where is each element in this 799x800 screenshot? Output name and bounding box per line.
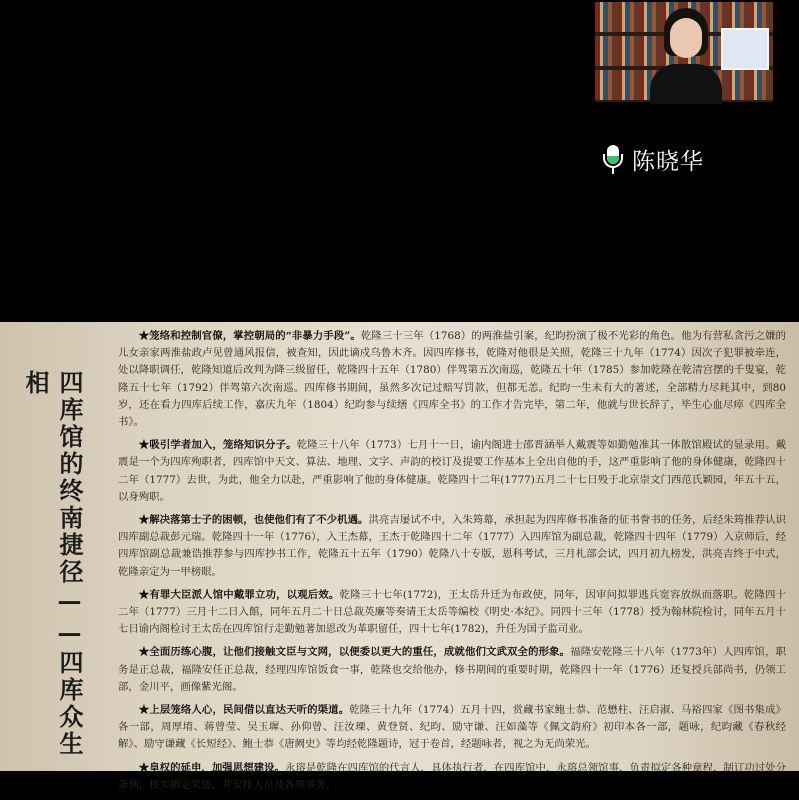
- slide-body: [118, 328, 786, 800]
- paragraph-lead: ★有罪大臣派人馆中戴罪立功，以观后效。: [138, 588, 340, 601]
- shared-slide: [0, 322, 799, 791]
- paragraph-lead: ★皇权的延申，加强思想建设。: [138, 761, 285, 774]
- microphone-icon[interactable]: [602, 145, 624, 175]
- paragraph-lead: ★吸引学者加入，笼络知识分子。: [138, 439, 297, 452]
- slide-paragraph: [118, 437, 786, 506]
- paragraph-text: 乾隆三十八年（1773）七月十一日，谕内阁进士邵晋涵举人戴震等如勤勉准其一体散馆殿试的显录用。戴震是一个为四库殉职者，四库馆中天文、算法、地理、文字、声韵的校订及提要工作基本上全出自他的手，这严重影响了他的身体健康，乾隆四十二年（1777）去世，为此，他全力以赴，严重影响了他的身体健康。乾隆四十二年(1777)五月二十七日殁于北京崇文门西范氏颖园，年五十五，以身殉职。: [118, 439, 786, 503]
- window-background: [721, 28, 769, 70]
- paragraph-lead: ★解决落第士子的困顿，也使他们有了不少机遇。: [138, 514, 369, 527]
- paragraph-text: 乾隆三十七年(1772)，王太岳升迁为布政使，同年，因审问拟罪逃兵宽容放纵而落职。乾隆四十二年（1777）三月十二日入館，同年五月二十日总裁英廉等奏请王太岳等编校《明史·本纪》。同四十三年（1778）授为翰林院检讨，同年五月十七日谕内阁检讨王太岳在四库馆行走勤勉著加恩改为革职留任，四十七年(1782)，升任为国子监司业。: [118, 588, 787, 636]
- participant-video-tile[interactable]: [595, 2, 773, 102]
- paragraph-lead: ★笼络和控制官僚，掌控朝局的“非暴力手段”。: [138, 330, 361, 342]
- paragraph-text: 乾隆三十九年（1774）五月十四，赏藏书家鲍士恭、范懋柱、汪启淑、马裕四家《图书集成》各一部，周厚堉、蒋曾莹、吴玉墀、孙仰曾、汪汝瑮、黄登贤、纪昀、励守谦、汪如藻等《佩文韵府》初印本各一部，题咏，纪昀藏《春秋经解》、励守谦藏《长短经》、鲍士恭《唐阙史》等均经乾隆题诗，冠于卷首，经题咏者，视之为无尚荣光。: [118, 704, 786, 751]
- speaker-name: 陈晓华: [632, 149, 704, 175]
- presenter-video-image: [650, 8, 722, 102]
- slide-paragraph: [118, 760, 786, 794]
- paragraph-text: 福隆安乾隆三十八年（1773年）人四库馆，职务是正总裁，福隆安任正总裁，经理四库馆饭食一事，乾隆也交给他办，修书期间的重要时期，乾隆四十一年（1776）还复授兵部尚书，仍领工部，金川平，画像紫光阁。: [118, 646, 786, 693]
- paragraph-lead: ★全面历练心腹，让他们接触文臣与文网，以便委以更大的重任，成就他们文武双全的形象。: [138, 646, 571, 659]
- slide-paragraph: [118, 644, 786, 696]
- active-speaker-indicator: [602, 143, 704, 176]
- slide-title: 四库馆的终南捷径——四库众生相: [21, 370, 84, 758]
- slide-paragraph: [118, 702, 786, 754]
- paragraph-lead: ★上层笼络人心，民间借以直达天听的渠道。: [138, 704, 350, 717]
- paragraph-text: 乾隆三十三年（1768）的两淮盐引案，纪昀扮演了极不光彩的角色。他为有营私贪污之嫌的儿女亲家两淮盐政卢见曾通风报信，被查知，因此谪戍乌鲁木齐。因四库修书，乾隆对他很是关照，乾隆三十九年（1774）因次子犯罪被牵连，处以降职调任，乾隆知道后改判为降三级留任，乾隆四十五年（1780）伴驾第五次南巡，乾隆五十年（1785）参加乾隆在乾清宫摆的千叟宴，乾隆五十七年（1792）伴驾第六次南巡。四库修书期间，虽然多次记过赔写罚款，但都无恙。纪昀一生未有大的著述，全部精力尽耗其中，到80岁，还在看力四库后续工作，嘉庆九年（1804）纪昀参与续缮《四库全书》的工作才告完毕，第二年，他就与世长辞了，毕生心血尽瘁《四库全书》。: [118, 330, 786, 429]
- slide-paragraph: [118, 328, 786, 431]
- paragraph-text: 永瑢是乾隆在四库馆的代言人，具体执行者，在四库馆中，永瑢总领馆事，负责拟定各种章程，制订功过处分条例，核实确定奖惩，并安排人员及各项事务。: [118, 761, 786, 791]
- paragraph-text: 洪亮吉屡试不中，入朱筠幕，承担起为四库修书准备的征书誊书的任务，后经朱筠推荐认识四库副总裁彭元瑞。乾隆四十一年（1776），入王杰幕，王杰于乾隆四十二年（1777）入四库馆为副总裁，乾隆四十四年（1779）入京师后，经四库馆副总裁兼诰推荐参与四库抄书工作，乾隆五十五年（1790）乾隆八十专版，恩科考试，三月札部会试，四月初九榜发，洪亮吉终于中式，乾隆亲定为一甲榜眼。: [118, 514, 786, 578]
- slide-paragraph: [118, 512, 786, 581]
- slide-paragraph: [118, 587, 786, 639]
